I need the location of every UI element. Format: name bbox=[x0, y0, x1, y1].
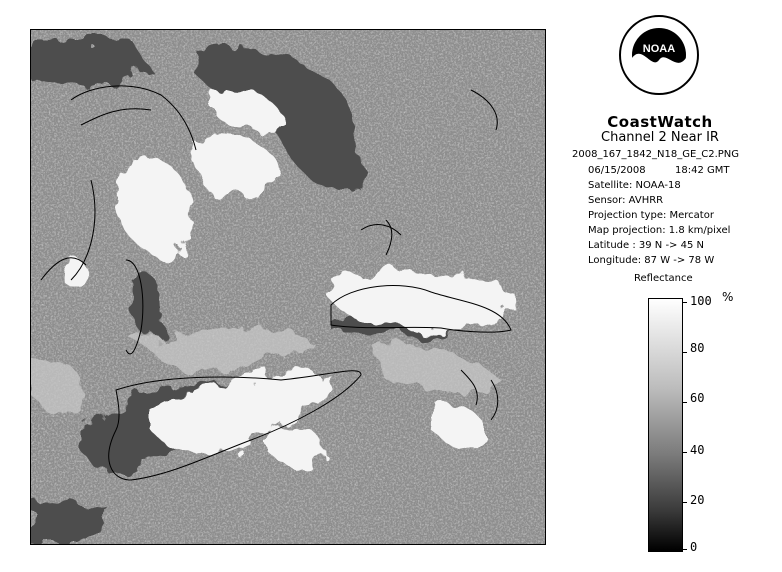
subtitle: Channel 2 Near IR bbox=[601, 130, 719, 145]
noaa-logo-text: NOAA bbox=[642, 43, 676, 55]
title: CoastWatch bbox=[607, 113, 713, 131]
legend-label: 100 bbox=[690, 294, 712, 308]
legend-label: 60 bbox=[690, 391, 705, 405]
legend-tick bbox=[682, 549, 687, 550]
noaa-logo bbox=[618, 14, 700, 106]
time: 18:42 GMT bbox=[675, 165, 730, 176]
projection-type: Projection type: Mercator bbox=[588, 210, 714, 221]
legend-tick bbox=[682, 352, 687, 353]
satellite: Satellite: NOAA-18 bbox=[588, 180, 681, 191]
longitude-range: Longitude: 87 W -> 78 W bbox=[588, 255, 715, 266]
legend-unit: % bbox=[722, 290, 734, 304]
legend-label: 40 bbox=[690, 443, 705, 457]
legend-title: Reflectance bbox=[634, 273, 693, 284]
date: 06/15/2008 bbox=[588, 165, 646, 176]
map-projection: Map projection: 1.8 km/pixel bbox=[588, 225, 731, 236]
filename: 2008_167_1842_N18_GE_C2.PNG bbox=[572, 149, 740, 160]
legend-tick bbox=[682, 402, 687, 403]
legend-label: 0 bbox=[690, 540, 698, 554]
legend-label: 80 bbox=[690, 341, 705, 355]
latitude-range: Latitude : 39 N -> 45 N bbox=[588, 240, 704, 251]
reflectance-colorbar bbox=[648, 298, 683, 552]
legend-tick bbox=[682, 502, 687, 503]
legend-tick bbox=[682, 302, 687, 303]
satellite-map bbox=[30, 29, 546, 545]
legend-tick bbox=[682, 452, 687, 453]
legend-label: 20 bbox=[690, 493, 705, 507]
sensor: Sensor: AVHRR bbox=[588, 195, 664, 206]
